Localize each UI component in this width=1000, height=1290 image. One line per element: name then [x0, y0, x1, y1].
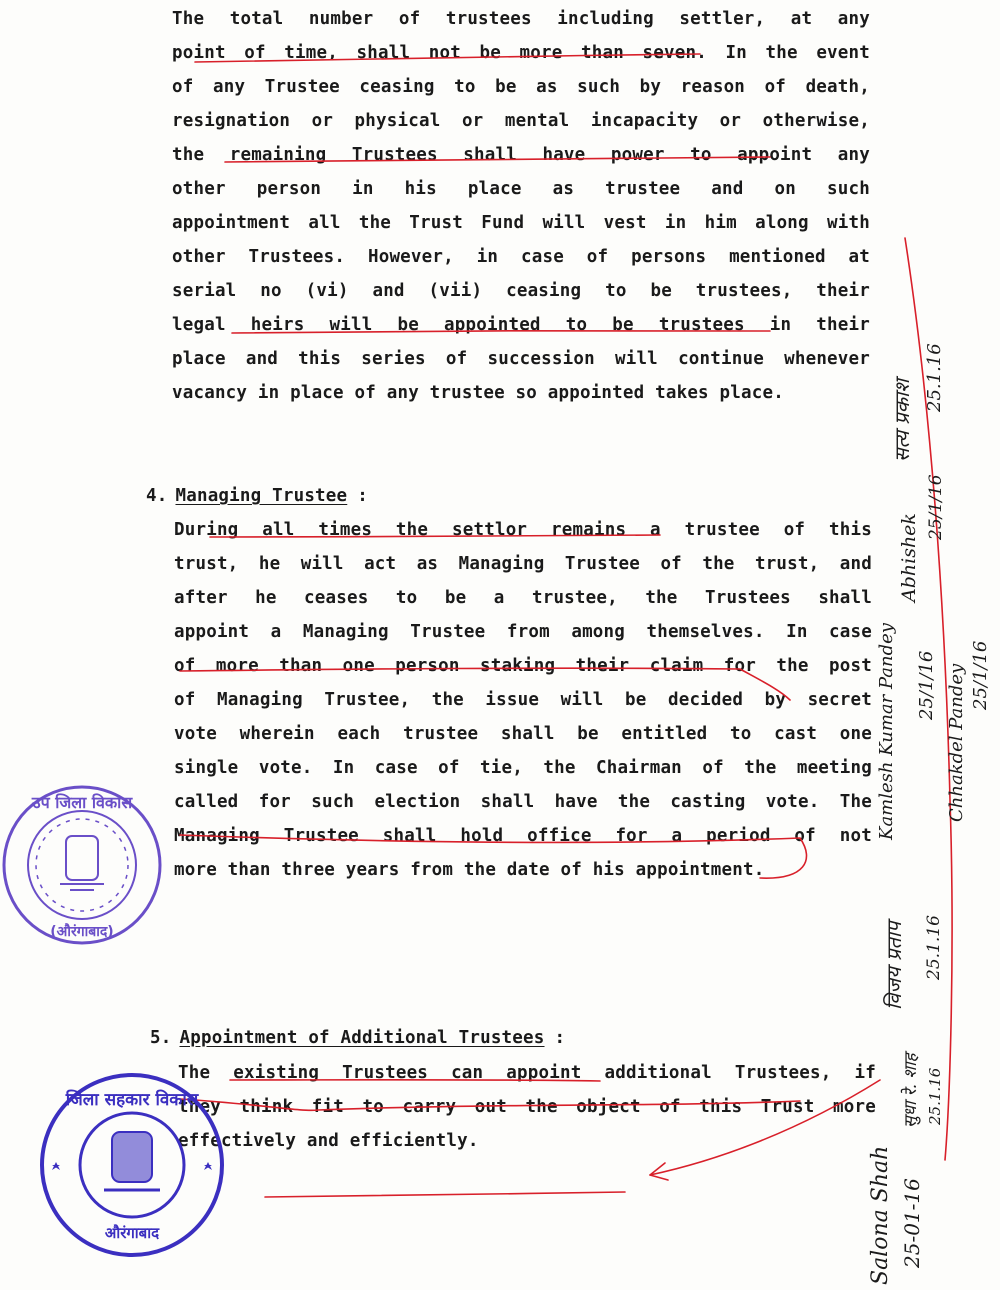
signature-date [916, 651, 937, 720]
text-line: appointment all the Trust Fund will vest in him along with [172, 213, 870, 233]
text-line: The existing Trustees can appoint additional Trustees, if [178, 1063, 876, 1083]
signature-name: सत्य प्रकाश [890, 379, 914, 462]
pen-arrow-head [650, 1163, 668, 1180]
section-title: Appointment of Additional Trustees [179, 1028, 545, 1048]
text-line: resignation or physical or mental incapacity or otherwise, [172, 111, 870, 131]
signature [880, 922, 907, 1010]
signature-date [900, 1178, 924, 1268]
signature-date [924, 915, 944, 980]
text-line: after he ceases to be a trustee, the Trustees shall [174, 588, 872, 608]
section-5-heading [150, 1028, 565, 1048]
text-line: of more than one person staking their claim for the post [174, 656, 872, 676]
section-4-paragraph [174, 513, 872, 887]
text-line: During all times the settlor remains a trustee of this [174, 520, 872, 540]
text-line: The total number of trustees including settler, at any [172, 9, 870, 29]
signature-date-text: 25/1/16 [970, 640, 991, 710]
signature-name: सुधा रे. शाह [901, 1053, 921, 1128]
signature-name: Abhishek [898, 513, 920, 602]
intro-paragraph [172, 2, 870, 410]
text-line: of any Trustee ceasing to be as such by reason of death, [172, 77, 870, 97]
signature-date-text: 25.1.16 [924, 343, 945, 412]
pen-underline [265, 1192, 625, 1197]
section-number: 5. [150, 1028, 172, 1048]
text-line: vote wherein each trustee shall be entitled to cast one [174, 724, 872, 744]
text-line: other Trustees. However, in case of persons mentioned at [172, 247, 870, 267]
text-line: appoint a Managing Trustee from among themselves. In case [174, 622, 872, 642]
signature [898, 1053, 921, 1128]
text-line: other person in his place as trustee and on such [172, 179, 870, 199]
text-line: they think fit to carry out the object of this Trust more [178, 1097, 876, 1117]
signature-name: विजय प्रताप [882, 921, 906, 1010]
signature [888, 379, 915, 462]
signature [946, 664, 967, 822]
signature-date-text: 25.1.16 [924, 915, 944, 980]
text-line: effectively and efficiently. [178, 1131, 479, 1151]
text-line: the remaining Trustees shall have power to appoint any [172, 145, 870, 165]
text-line: single vote. In case of tie, the Chairman of the meeting [174, 758, 872, 778]
text-line: called for such election shall have the casting vote. The [174, 792, 872, 812]
signature-date [924, 343, 945, 412]
signature-date [926, 474, 946, 540]
section-number: 4. [146, 486, 168, 506]
section-title: Managing Trustee [175, 486, 348, 506]
signature [876, 623, 897, 840]
signature-name: Chhakdel Pandey [946, 663, 967, 822]
section-4-heading [146, 486, 368, 506]
signature-date [970, 641, 991, 710]
signature-date-text: 25.1.16 [926, 1067, 944, 1125]
stamp-top-text: उप जिला विकास [31, 793, 133, 812]
signature-date-text: 25-01-16 [900, 1178, 924, 1268]
signature-date [926, 1068, 944, 1125]
text-line: trust, he will act as Managing Trustee of the trust, and [174, 554, 872, 574]
text-line: point of time, shall not be more than seven. In the event [172, 43, 870, 63]
text-line: of Managing Trustee, the issue will be decided by secret [174, 690, 872, 710]
text-line: more than three years from the date of his appointment. [174, 860, 765, 880]
signature-date-text: 25/1/16 [916, 650, 937, 720]
section-5-paragraph [178, 1056, 876, 1158]
stamp-bottom-text: औरंगाबाद [104, 1224, 160, 1242]
office-seal-stamp [4, 787, 160, 943]
signature-date-text: 25/1/16 [926, 474, 946, 540]
signature-name: Salona Shah [868, 1145, 893, 1285]
section-colon: : [554, 1028, 566, 1048]
text-line: legal heirs will be appointed to be trustees in their [172, 315, 870, 335]
stamp-top-text: जिला सहकार विकास [65, 1090, 199, 1110]
text-line: Managing Trustee shall hold office for a period of not [174, 826, 872, 846]
stamp-bottom-text: (औरंगाबाद) [50, 924, 114, 940]
signature [868, 1146, 893, 1285]
text-line: vacancy in place of any trustee so appointed takes place. [172, 383, 784, 403]
text-line: serial no (vi) and (vii) ceasing to be trustees, their [172, 281, 870, 301]
signature-name: Kamlesh Kumar Pandey [876, 623, 897, 840]
text-line: place and this series of succession will continue whenever [172, 349, 870, 369]
section-colon: : [357, 486, 369, 506]
signature [898, 513, 920, 602]
